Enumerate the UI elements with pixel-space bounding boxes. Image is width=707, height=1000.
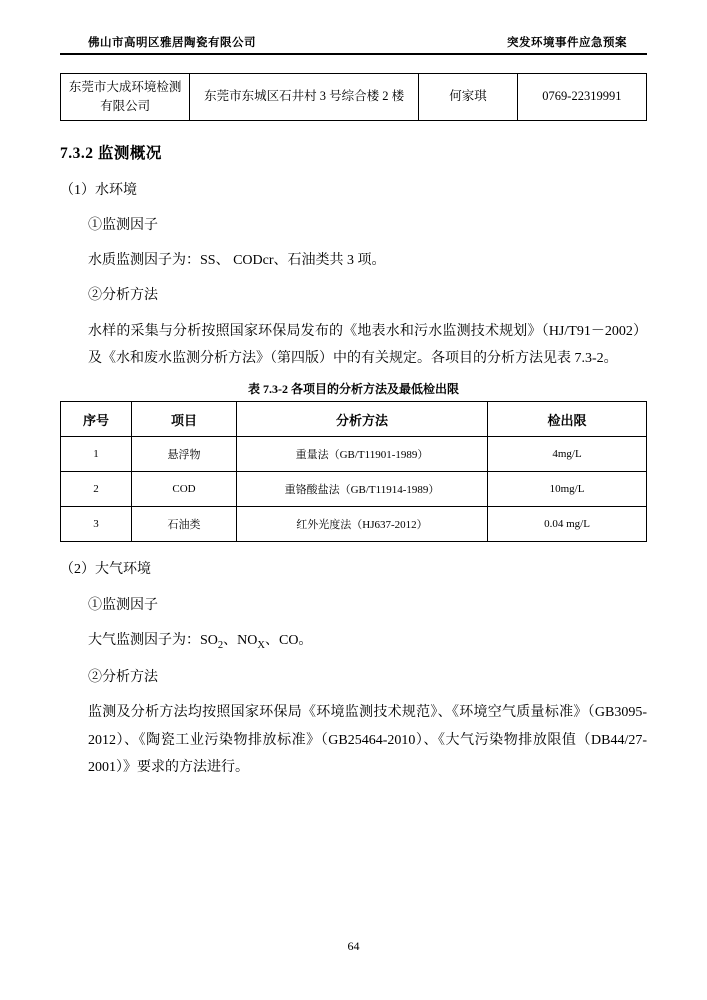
page-number: 64 (347, 939, 360, 953)
section-heading: 7.3.2 监测概况 (60, 144, 162, 162)
table-row (61, 437, 647, 472)
air-factor-subtitle: ①监测因子 (88, 597, 158, 613)
water-method-subtitle: ②分析方法 (88, 288, 158, 304)
table-caption: 表 7.3-2 各项目的分析方法及最低检出限 (248, 382, 459, 397)
contact-phone: 0769-22319991 (517, 74, 646, 121)
column-header-no: 序号 (61, 402, 132, 437)
table-row (61, 472, 647, 507)
contact-table (60, 73, 647, 121)
contact-address: 东莞市东城区石井村 3 号综合楼 2 楼 (190, 74, 419, 121)
column-header-item: 项目 (132, 402, 237, 437)
water-factor-text: 水质监测因子为：SS、 CODcr、石油类共 3 项。 (88, 253, 386, 269)
air-method-text: 监测及分析方法均按照国家环保局《环境监测技术规范》、《环境空气质量标准》（GB3095-2012）、《陶瓷工业污染物排放标准》（GB25464-2010）、《大气污染物排放限值（DB44/27-2001）》要求的方法进行。 (88, 705, 647, 776)
analysis-method-table (60, 401, 647, 542)
cell-no: 2 (61, 472, 132, 507)
column-header-method: 分析方法 (237, 402, 488, 437)
cell-method: 红外光度法（HJ637-2012） (237, 507, 488, 542)
header-document-title: 突发环境事件应急预案 (507, 37, 627, 49)
air-method-subtitle: ②分析方法 (88, 670, 158, 686)
cell-limit: 10mg/L (488, 472, 647, 507)
table-header-row (61, 402, 647, 437)
cell-limit: 0.04 mg/L (488, 507, 647, 542)
cell-no: 1 (61, 437, 132, 472)
cell-item: COD (132, 472, 237, 507)
table-row (61, 74, 647, 121)
air-environment-title: （2）大气环境 (60, 562, 151, 578)
table-row (61, 507, 647, 542)
water-environment-title: （1）水环境 (60, 182, 137, 198)
water-factor-subtitle: ①监测因子 (88, 217, 158, 233)
water-method-text: 水样的采集与分析按照国家环保局发布的《地表水和污水监测技术规划》（HJ/T91－2002）及《水和废水监测分析方法》（第四版）中的有关规定。各项目的分析方法见表 7.3-2。 (88, 323, 647, 366)
page-header (60, 34, 647, 55)
column-header-limit: 检出限 (488, 402, 647, 437)
cell-no: 3 (61, 507, 132, 542)
cell-item: 悬浮物 (132, 437, 237, 472)
cell-limit: 4mg/L (488, 437, 647, 472)
air-factor-text: 大气监测因子为：$SO_2$、$NO_X$、CO。 (88, 632, 313, 651)
cell-method: 重铬酸盐法（GB/T11914-1989） (237, 472, 488, 507)
contact-company: 东莞市大成环境检测有限公司 (61, 74, 190, 121)
cell-method: 重量法（GB/T11901-1989） (237, 437, 488, 472)
contact-person: 何家琪 (419, 74, 518, 121)
cell-item: 石油类 (132, 507, 237, 542)
header-company-name: 佛山市高明区雅居陶瓷有限公司 (88, 37, 256, 49)
